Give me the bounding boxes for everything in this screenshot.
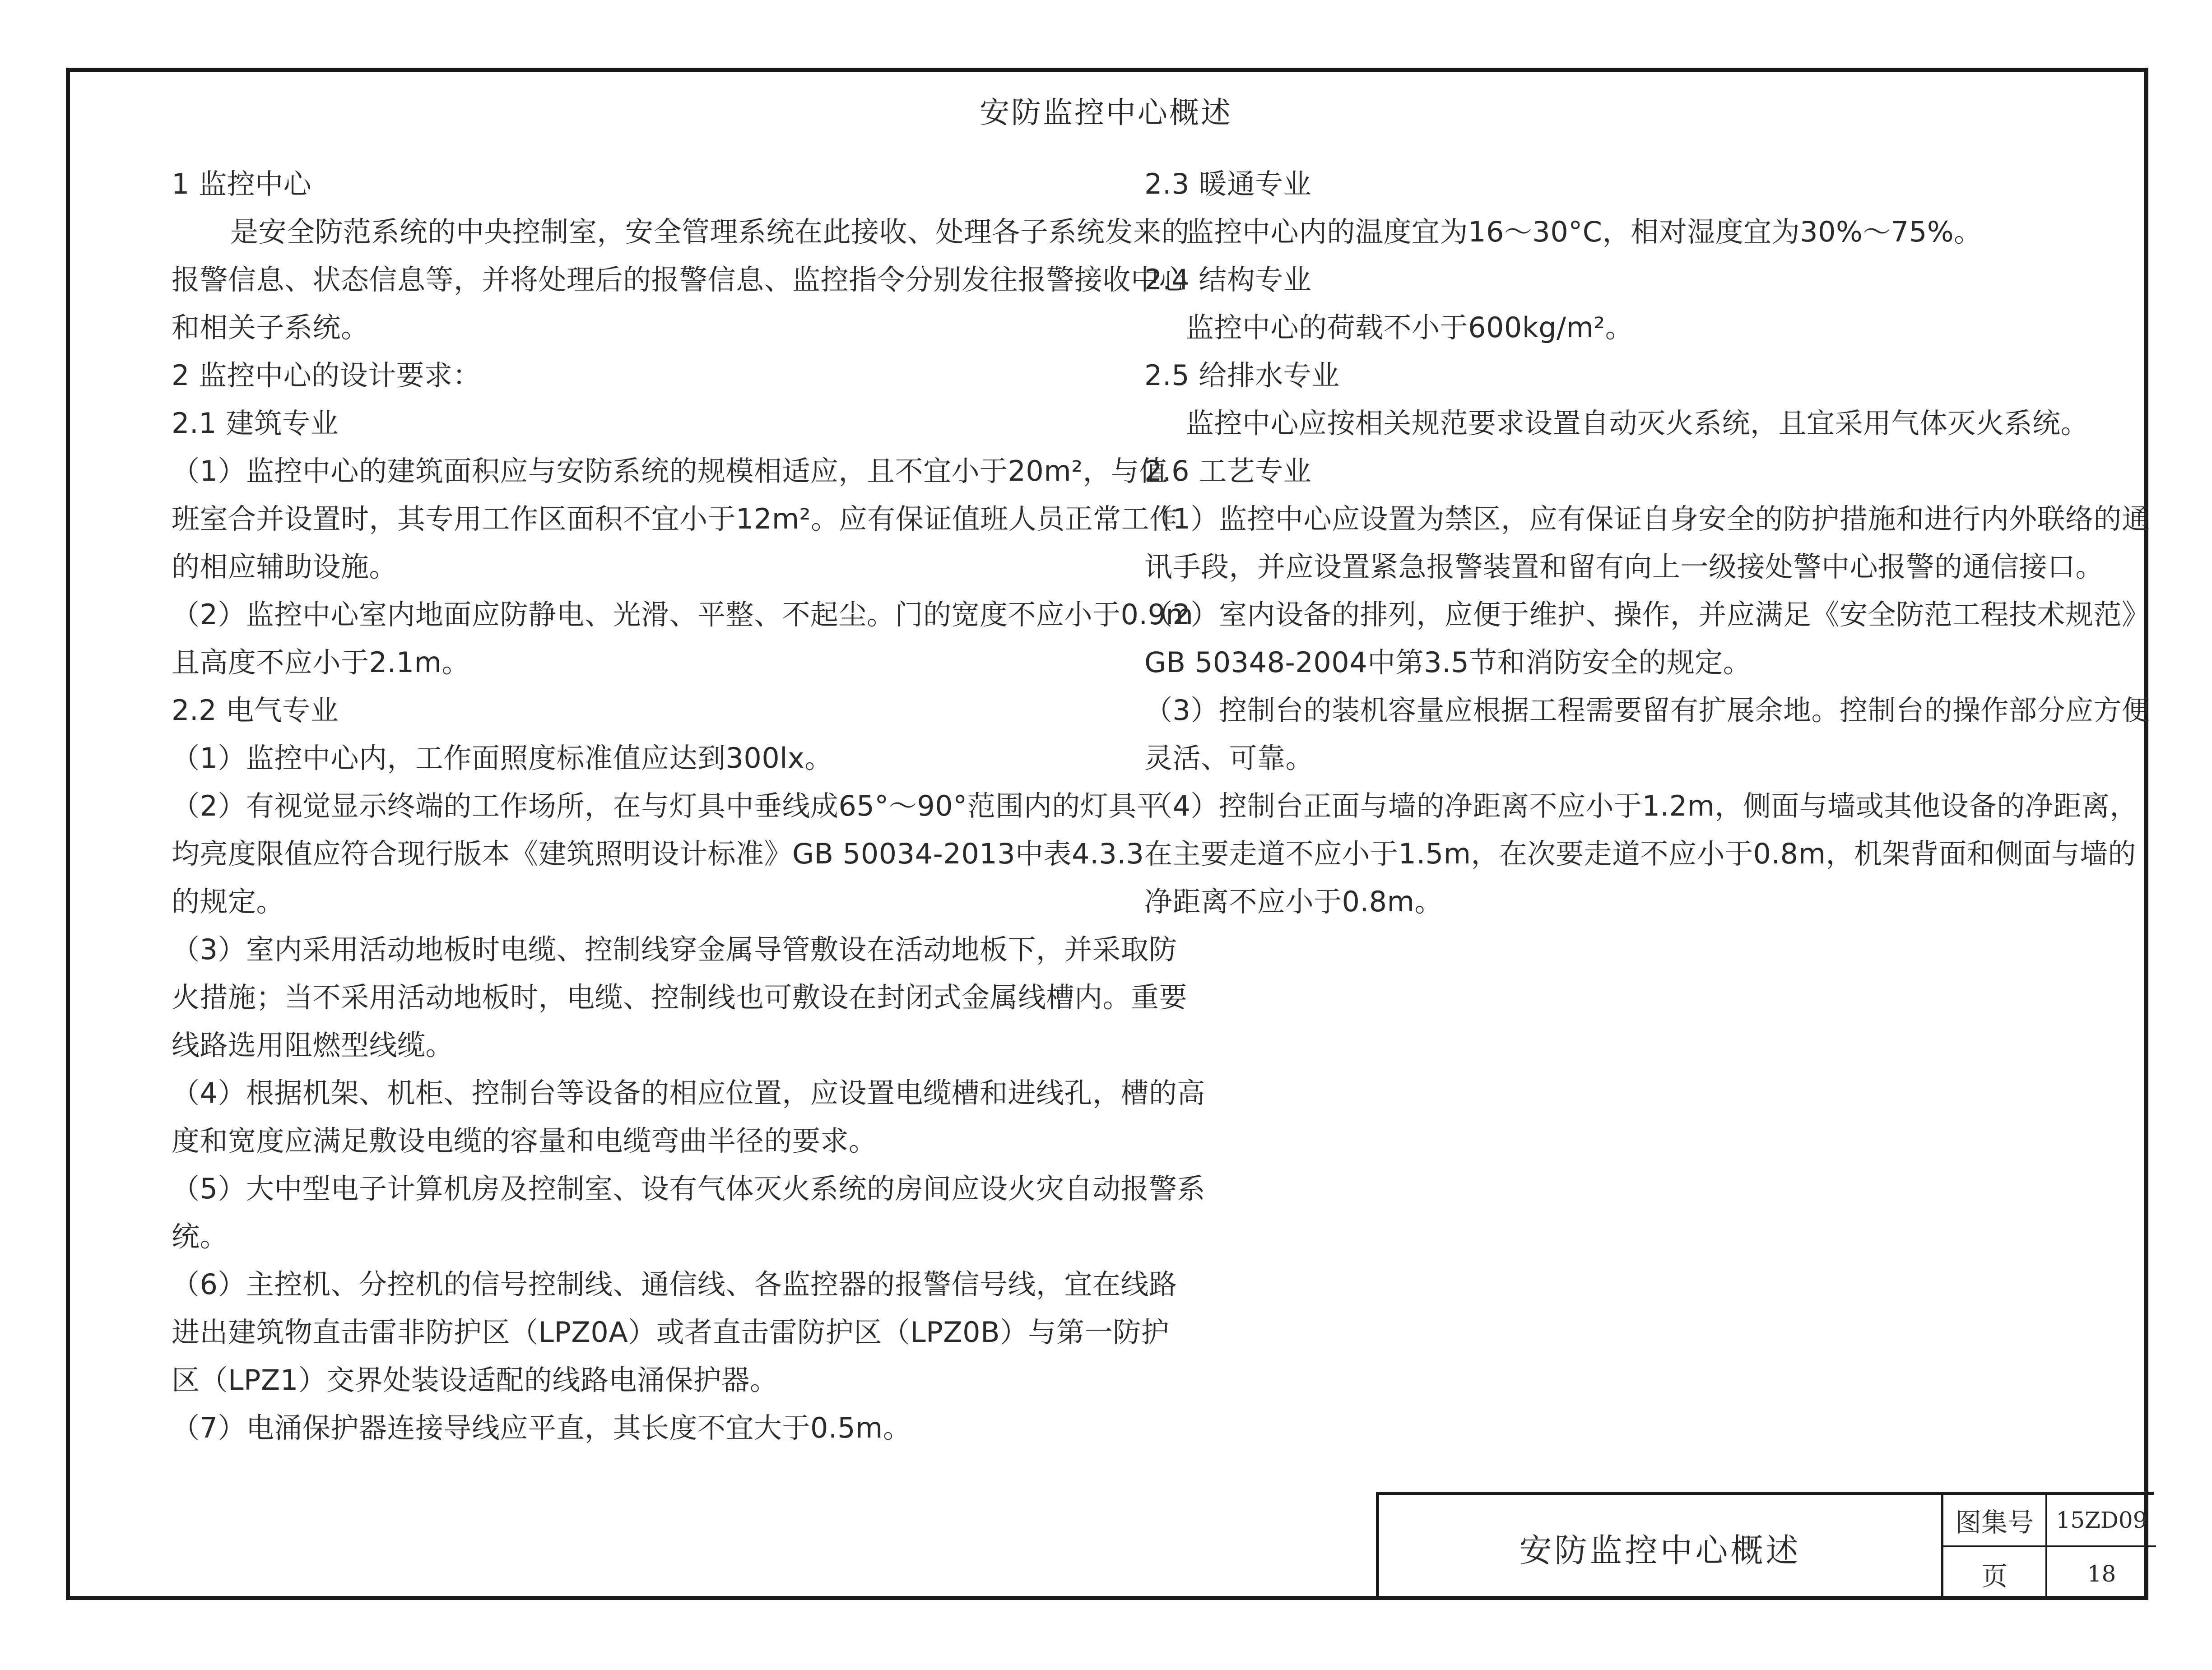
text-line: （5）大中型电子计算机房及控制室、设有气体灭火系统的房间应设火灾自动报警系	[172, 1172, 1205, 1205]
text-line: 统。	[172, 1220, 228, 1253]
title-block	[1376, 1492, 2154, 1600]
text-line: 火措施；当不采用活动地板时，电缆、控制线也可敷设在封闭式金属线槽内。重要	[172, 981, 1188, 1014]
text-line: 2 监控中心的设计要求：	[172, 359, 481, 392]
title-block-title: 安防监控中心概述	[1519, 1531, 1801, 1569]
text-line: 讯手段，并应设置紧急报警装置和留有向上一级接处警中心报警的通信接口。	[1144, 550, 2104, 583]
text-line: （4）根据机架、机柜、控制台等设备的相应位置，应设置电缆槽和进线孔，槽的高	[172, 1076, 1205, 1109]
text-line: 在主要走道不应小于1.5m，在次要走道不应小于0.8m，机架背面和侧面与墙的	[1144, 837, 2136, 870]
page-title: 安防监控中心概述	[980, 95, 1232, 130]
atlas-number-label: 图集号	[1943, 1495, 2047, 1547]
text-line: 2.3 暖通专业	[1144, 167, 1312, 200]
text-line: 的相应辅助设施。	[172, 550, 398, 583]
title-block-grid	[1941, 1495, 2154, 1600]
text-line: 区（LPZ1）交界处装设适配的线路电涌保护器。	[172, 1364, 778, 1396]
text-line: 且高度不应小于2.1m。	[172, 646, 470, 679]
text-line: 监控中心内的温度宜为16～30°C，相对湿度宜为30%～75%。	[1186, 215, 1982, 248]
page-number-value: 18	[2087, 1560, 2116, 1587]
text-line: （6）主控机、分控机的信号控制线、通信线、各监控器的报警信号线，宜在线路	[172, 1268, 1177, 1301]
text-line: 净距离不应小于0.8m。	[1144, 885, 1443, 918]
text-line: 2.5 给排水专业	[1144, 359, 1340, 392]
text-line: 2.1 建筑专业	[172, 407, 339, 440]
text-line: 2.4 结构专业	[1144, 263, 1312, 296]
text-line: （2）有视觉显示终端的工作场所，在与灯具中垂线成65°～90°范围内的灯具平	[172, 789, 1165, 822]
text-line: （4）控制台正面与墙的净距离不应小于1.2m，侧面与墙或其他设备的净距离，	[1144, 789, 2138, 822]
text-line: 线路选用阻燃型线缆。	[172, 1029, 454, 1062]
text-line: 监控中心的荷载不小于600kg/m²。	[1186, 311, 1634, 344]
text-line: （3）控制台的装机容量应根据工程需要留有扩展余地。控制台的操作部分应方便	[1144, 694, 2150, 727]
text-line: 是安全防范系统的中央控制室，安全管理系统在此接收、处理各子系统发来的	[230, 215, 1190, 248]
text-line: 2.2 电气专业	[172, 694, 339, 727]
text-line: 灵活、可靠。	[1144, 742, 1314, 775]
page-label: 页	[1943, 1547, 2047, 1600]
text-line: 监控中心应按相关规范要求设置自动灭火系统，且宜采用气体灭火系统。	[1186, 407, 2089, 440]
text-line: （7）电涌保护器连接导线应平直，其长度不宜大于0.5m。	[172, 1411, 911, 1444]
text-line: 1 监控中心	[172, 167, 312, 200]
atlas-number-value: 15ZD09	[2047, 1495, 2156, 1547]
text-line: 的规定。	[172, 885, 285, 918]
text-line: 进出建筑物直击雷非防护区（LPZ0A）或者直击雷防护区（LPZ0B）与第一防护	[172, 1316, 1170, 1349]
text-line: 2.6 工艺专业	[1144, 455, 1312, 487]
right-text-column	[1144, 160, 2150, 926]
text-line: 报警信息、状态信息等，并将处理后的报警信息、监控指令分别发往报警接收中心	[172, 263, 1188, 296]
text-line: 均亮度限值应符合现行版本《建筑照明设计标准》GB 50034-2013中表4.3.3	[172, 837, 1144, 870]
text-line: （2）室内设备的排列，应便于维护、操作，并应满足《安全防范工程技术规范》	[1144, 598, 2150, 631]
text-line: （1）监控中心应设置为禁区，应有保证自身安全的防护措施和进行内外联络的通	[1144, 502, 2150, 535]
text-line: （1）监控中心内，工作面照度标准值应达到300lx。	[172, 742, 833, 775]
left-text-column	[172, 160, 1205, 1452]
text-line: （3）室内采用活动地板时电缆、控制线穿金属导管敷设在活动地板下，并采取防	[172, 933, 1177, 966]
text-line: 和相关子系统。	[172, 311, 369, 344]
text-line: 度和宽度应满足敷设电缆的容量和电缆弯曲半径的要求。	[172, 1124, 877, 1157]
text-line: GB 50348-2004中第3.5节和消防安全的规定。	[1144, 646, 1752, 679]
text-line: 班室合并设置时，其专用工作区面积不宜小于12m²。应有保证值班人员正常工作	[172, 502, 1178, 535]
text-line: （1）监控中心的建筑面积应与安防系统的规模相适应，且不宜小于20m²，与值	[172, 455, 1168, 487]
text-line: （2）监控中心室内地面应防静电、光滑、平整、不起尘。门的宽度不应小于0.9m	[172, 598, 1194, 631]
